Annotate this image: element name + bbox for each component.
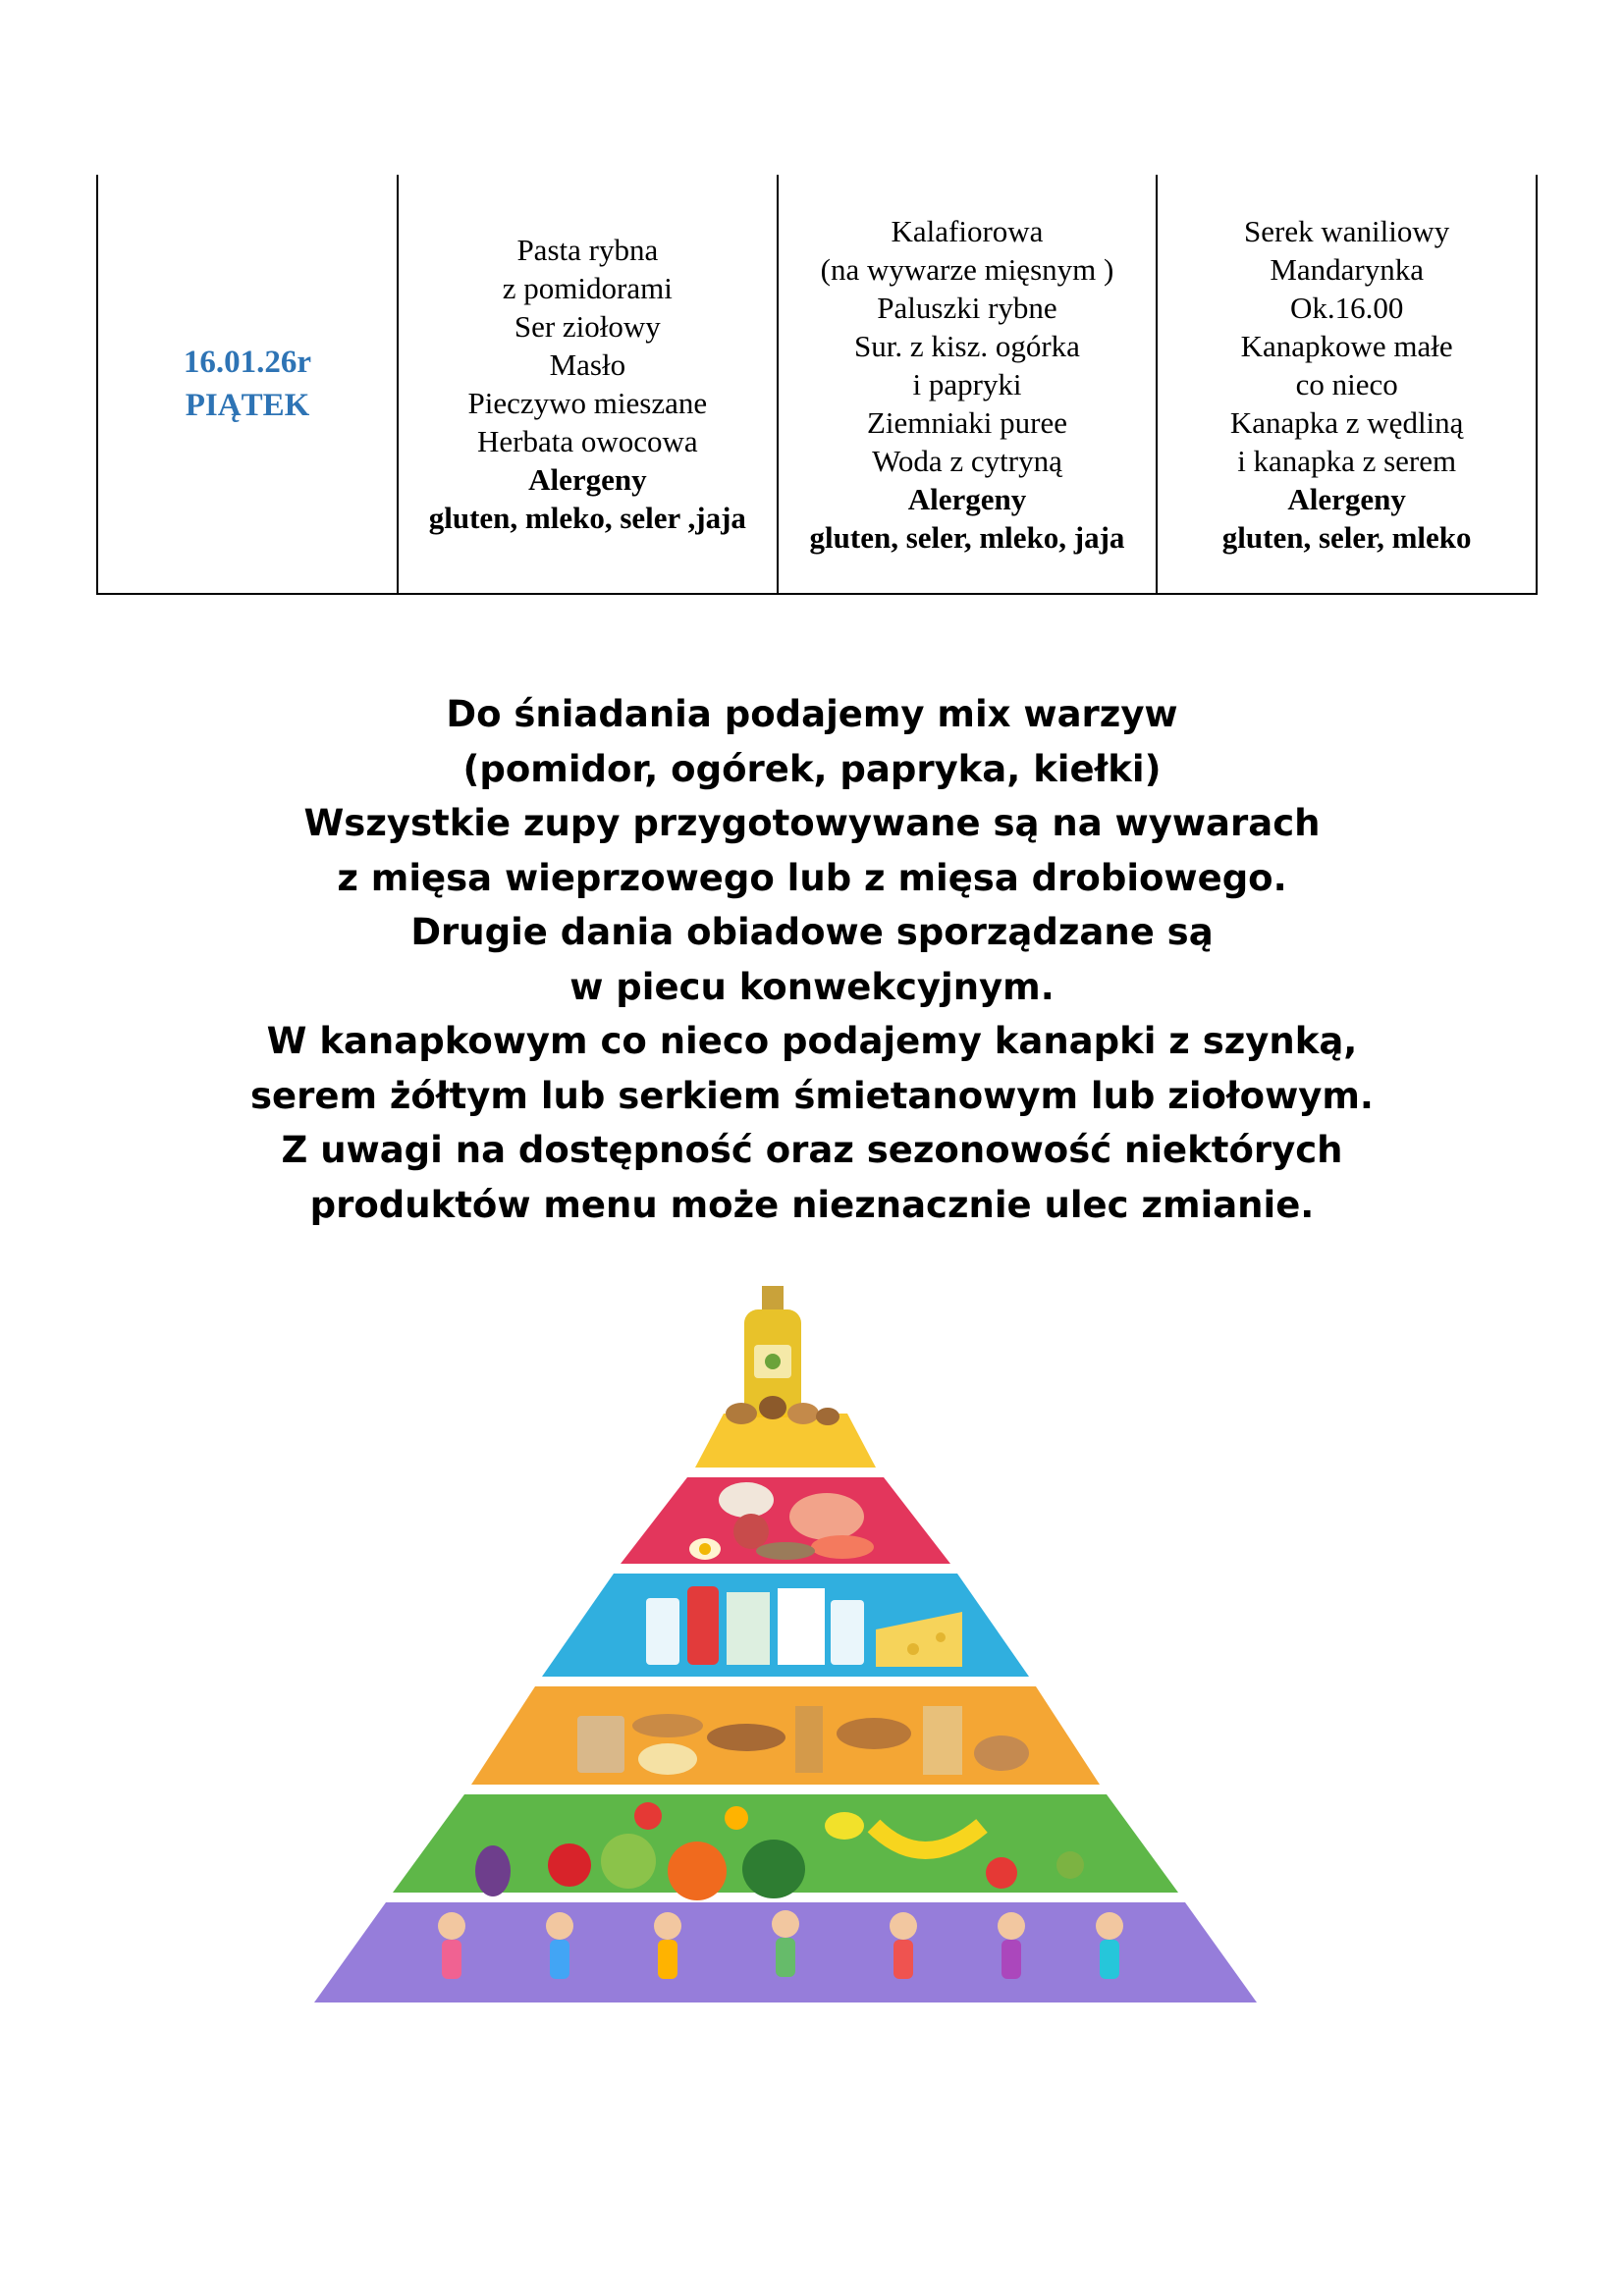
menu-line: Serek waniliowy [1244,213,1450,248]
menu-line: Paluszki rybne [877,290,1057,325]
menu-line: Sur. z kisz. ogórka [854,328,1080,363]
day-name: PIĄTEK [185,388,310,423]
note-line: w piecu konwekcyjnym. [569,965,1055,1008]
day-cell [97,175,398,594]
note-line: z mięsa wieprzowego lub z mięsa drobiowego. [337,856,1287,899]
menu-line: Ser ziołowy [514,309,661,344]
menu-line: Masło [549,347,626,382]
note-line: Z uwagi na dostępność oraz sezonowość niektórych [281,1129,1343,1171]
menu-line: Kalafiorowa [891,213,1044,248]
note-line: Do śniadania podajemy mix warzyw [446,693,1178,735]
menu-line: Ziemniaki puree [866,404,1067,440]
table-row [97,175,1537,594]
menu-line: z pomidorami [502,271,673,305]
breakfast-cell [398,175,778,594]
note-line: Wszystkie zupy przygotowywane są na wywarach [303,802,1321,844]
note-line: W kanapkowym co nieco podajemy kanapki z szynką, [266,1020,1358,1062]
menu-line: Kanapka z wędliną [1229,404,1464,440]
allergens-list: gluten, seler, mleko [1221,519,1472,555]
menu-table [96,175,1538,595]
allergens-list: gluten, mleko, seler ,jaja [428,501,746,535]
note-line: produktów menu może nieznacznie ulec zmianie. [309,1183,1315,1226]
menu-line: Ok.16.00 [1289,290,1404,325]
menu-line: co nieco [1295,366,1398,401]
menu-line: Pasta rybna [516,233,659,267]
day-date: 16.01.26r [183,345,312,380]
allergens-label: Alergeny [907,481,1027,516]
allergens-list: gluten, seler, mleko, jaja [809,519,1125,555]
note-line: Drugie dania obiadowe sporządzane są [410,911,1214,953]
menu-line: Kanapkowe małe [1240,328,1453,363]
menu-line: Herbata owocowa [477,424,698,458]
menu-line: Woda z cytryną [872,443,1062,478]
pyramid-level-fats [695,1414,876,1468]
food-pyramid-illustration [236,1276,1335,2268]
menu-line: Pieczywo mieszane [467,386,708,420]
menu-line: i papryki [912,366,1022,401]
menu-line: (na wywarze mięsnym ) [820,251,1114,287]
note-line: serem żółtym lub serkiem śmietanowym lub ziołowym. [250,1074,1374,1117]
menu-line: i kanapka z serem [1237,443,1457,478]
menu-notes [0,687,1624,1232]
menu-line: Mandarynka [1270,251,1424,287]
lunch-cell [778,175,1158,594]
snack-cell [1157,175,1537,594]
allergens-label: Alergeny [528,462,647,497]
note-line: (pomidor, ogórek, papryka, kiełki) [462,747,1162,790]
allergens-label: Alergeny [1287,481,1406,516]
